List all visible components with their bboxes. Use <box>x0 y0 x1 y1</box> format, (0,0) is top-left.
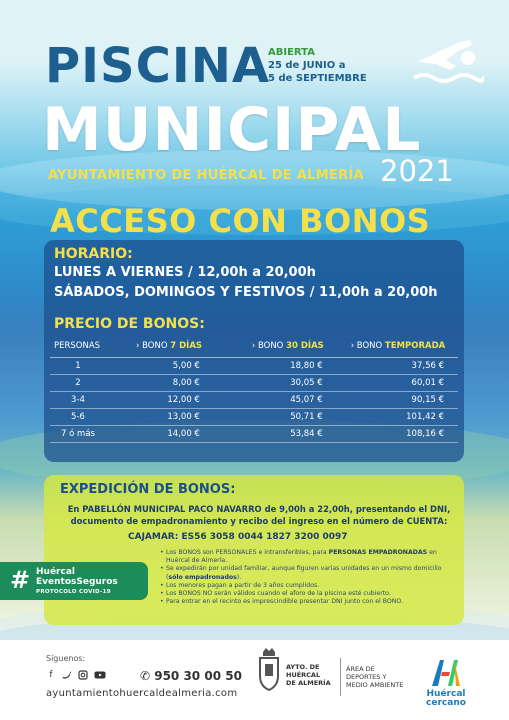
follow-label: Síguenos: <box>46 654 86 663</box>
social-links <box>46 670 104 680</box>
table-cell: 53,84 € <box>214 426 337 443</box>
open-label: ABIERTA <box>268 47 315 58</box>
title-line2: MUNICIPAL <box>42 95 422 165</box>
phone-number[interactable]: ✆ 950 30 00 50 <box>140 669 242 683</box>
covid-badge <box>0 562 148 600</box>
divider <box>340 658 341 696</box>
list-item: • Se expedirán por unidad familiar, aunque figuren varias unidades en un mismo domicilio (sólo empadronados). <box>160 565 460 581</box>
title-line1: PISCINA <box>45 38 271 94</box>
table-cell: 7 ó más <box>50 426 106 443</box>
organizer: AYUNTAMIENTO DE HUÉRCAL DE ALMERÍA <box>48 168 364 183</box>
column-header: PERSONAS <box>50 338 106 358</box>
table-cell: 5-6 <box>50 409 106 426</box>
table-cell: 101,42 € <box>337 409 458 426</box>
horario-line: SÁBADOS, DOMINGOS Y FESTIVOS / 11,00h a 20,00h <box>54 285 438 300</box>
instagram-icon[interactable] <box>78 670 88 680</box>
badge-line3: PROTOCOLO COVID-19 <box>36 589 111 595</box>
area-logo-text: ÁREA DE DEPORTES Y MEDIO AMBIENTE <box>346 665 404 689</box>
table-cell: 12,00 € <box>106 392 214 409</box>
youtube-icon[interactable] <box>94 670 104 680</box>
table-cell: 13,00 € <box>106 409 214 426</box>
badge-line2: EventosSeguros <box>36 577 118 587</box>
prices-table <box>50 338 458 443</box>
expedicion-title: EXPEDICIÓN DE BONOS: <box>60 482 236 497</box>
table-row <box>50 426 458 443</box>
open-to: 5 de SEPTIEMBRE <box>268 73 367 84</box>
ayto-logo-text: AYTO. DE HUÉRCAL DE ALMERÍA <box>286 663 331 687</box>
open-from: 25 de JUNIO a <box>268 60 346 71</box>
list-item: • Los BONOS NO serán válidos cuando el aforo de la piscina esté cubierto. <box>160 590 460 598</box>
table-header-row <box>50 338 458 358</box>
table-cell: 2 <box>50 375 106 392</box>
brand-text: Huércal cercano <box>426 689 466 708</box>
table-cell: 5,00 € <box>106 358 214 375</box>
table-cell: 60,01 € <box>337 375 458 392</box>
twitter-icon[interactable] <box>62 670 72 680</box>
list-item: • Los BONOS son PERSONALES e intransferibles, para PERSONAS EMPADRONADAS en Huércal de Almería. <box>160 549 460 565</box>
column-header: › BONO 30 DÍAS <box>214 338 337 358</box>
table-cell: 14,00 € <box>106 426 214 443</box>
table-row <box>50 358 458 375</box>
phone-icon: ✆ <box>140 669 155 683</box>
list-item: • Para entrar en el recinto es imprescindible presentar DNI junto con el BONO. <box>160 598 460 606</box>
precio-title: PRECIO DE BONOS: <box>54 316 205 332</box>
table-cell: 90,15 € <box>337 392 458 409</box>
table-cell: 18,80 € <box>214 358 337 375</box>
crest-icon <box>254 646 284 692</box>
table-cell: 50,71 € <box>214 409 337 426</box>
swimmer-icon <box>412 34 484 88</box>
table-row <box>50 409 458 426</box>
table-cell: 37,56 € <box>337 358 458 375</box>
column-header: › BONO 7 DÍAS <box>106 338 214 358</box>
year: 2021 <box>380 154 454 188</box>
table-row <box>50 375 458 392</box>
table-cell: 8,00 € <box>106 375 214 392</box>
opening-dates <box>268 46 367 85</box>
table-cell: 3-4 <box>50 392 106 409</box>
column-header: › BONO TEMPORADA <box>337 338 458 358</box>
table-cell: 1 <box>50 358 106 375</box>
badge-line1: Huércal <box>36 567 75 577</box>
hash-icon: # <box>10 566 31 594</box>
headline: ACCESO CON BONOS <box>50 202 431 240</box>
table-cell: 108,16 € <box>337 426 458 443</box>
bank-account: CAJAMAR: ES56 3058 0044 1827 3200 0097 <box>128 532 348 542</box>
expedicion-text: En PABELLÓN MUNICIPAL PACO NAVARRO de 9,00h a 22,00h, presentando el DNI, documento de empadronamiento y recibo del ingreso en el número de CUENTA: <box>67 504 451 526</box>
horario-line: LUNES A VIERNES / 12,00h a 20,00h <box>54 265 316 280</box>
horario-title: HORARIO: <box>54 246 133 262</box>
notes-list <box>160 549 460 606</box>
table-cell: 45,07 € <box>214 392 337 409</box>
table-cell: 30,05 € <box>214 375 337 392</box>
table-row <box>50 392 458 409</box>
facebook-icon[interactable]: f <box>49 670 53 680</box>
website-link[interactable]: ayuntamientohuercaldealmeria.com <box>46 688 238 699</box>
list-item: • Los menores pagan a partir de 3 años cumplidos. <box>160 582 460 590</box>
